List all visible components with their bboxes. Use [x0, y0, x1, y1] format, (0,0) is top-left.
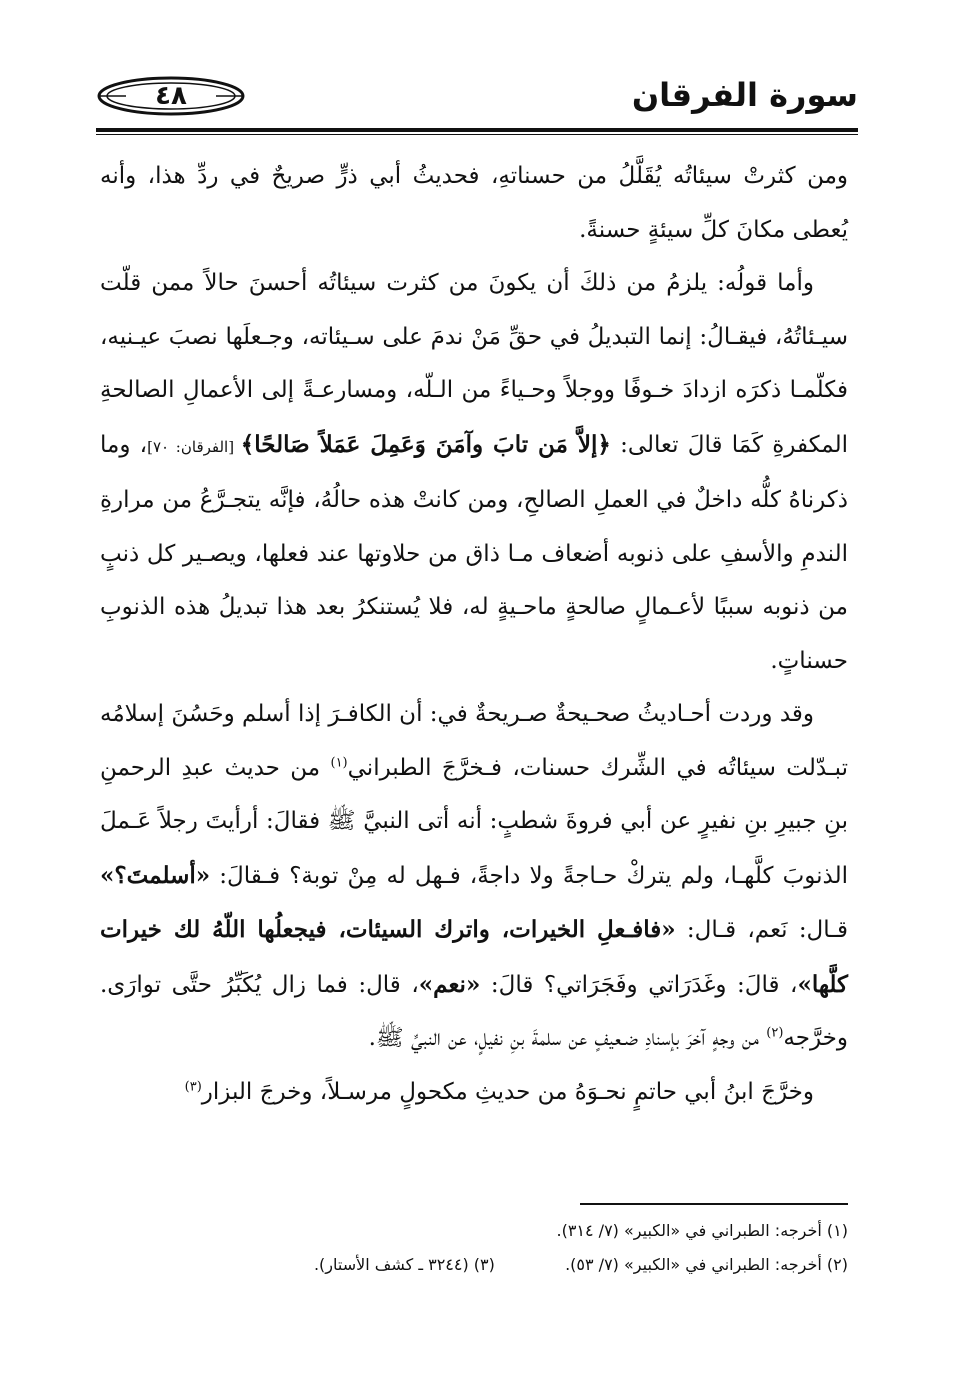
- paragraph-text: ، قالَ: وغَدَرَاتي وفَجَرَاتي؟ قالَ:: [480, 971, 798, 998]
- citation: [الفرقان: ٧٠]: [147, 437, 241, 456]
- quote-text: «نعم»: [418, 970, 481, 998]
- paragraph-text: وأما قولُه: يلزمُ من ذلكَ أن يكونَ من كثرت سيئاتُه أحسنَ حالاً ممن قلّت سيـئاتُهُ، فيقـالُ: إنما التبديلُ في حقِّ مَنْ ندمَ على سـيئاته، وجـعلَها نصبَ عيـنيه، فكلّمـا ذكرَه ازدادَ خـوفًا ووجلاً وحـياءً من الـلّه، ومسارعـةً إلى الأعمالِ الصالحةِ المكفرةِ كَمَا قالَ تعالى:: [100, 270, 848, 458]
- paragraph-text: ومن كثرتْ سيئاتُه يُقَلَّلُ من حسناتهِ، فحديثُ أبي ذرٍّ صريحٌ في ردِّ هذا، وأنه يُعطى مكانَ كلِّ سيئةٍ حسنةً.: [100, 163, 848, 243]
- page-header: [96, 66, 858, 136]
- page-number: ٤٨: [155, 81, 187, 111]
- paragraph-text: من وجهٍ آخرَ بإسنادِ ضـعيفٍ عن سلمةَ بنِ نفيلٍ، عن النبيِّ ﷺ.: [368, 1025, 767, 1051]
- footnote-1: (١) أخرجه: الطبراني في «الكبير» (٧/ ٣١٤).: [556, 1221, 848, 1240]
- quote-text: «أسلمتَ؟»: [100, 861, 211, 889]
- footnote-ref: (٣): [184, 1078, 202, 1094]
- footnote-separator: [580, 1203, 848, 1205]
- footnote-row-2: [100, 1248, 848, 1282]
- paragraph-text: وقد وردت أحـاديثُ صحـيحةٌ صـريحةٌ في: أن الكافـرَ إذا أسلم وحَسُنَ إسلامُه تبـدّلت سيئاتُه في الشِّرك حسنات، فـخرَّجَ الطبراني: [100, 701, 849, 781]
- paragraph: [100, 257, 848, 688]
- footnote-ref: (٢): [766, 1025, 784, 1041]
- paragraph-text: ، وما ذكرناهُ كلُّه داخلٌ في العملِ الصالحِ، ومن كانتْ هذه حالُهُ، فإنَّه يتجـرَّعُ من مرارةِ الندمِ والأسفِ على ذنوبه أضعاف مـا ذاق من حلاوتها عند فعلها، ويصـير كل ذنبٍ من ذنوبه سببًا لأعـمالٍ صالحةٍ ماحـيةٍ له، فلا يُستنكرُ بعد هذا تبديلُ هذه الذنوبِ حسناتٍ.: [100, 431, 848, 674]
- header-rule-thin: [96, 134, 858, 135]
- paragraph-text: ، قال: فما زال يُكَبِّرُ حتَّى توارَى. وخرَّجه: [100, 971, 848, 1051]
- paragraph-text: وخرَّجَ ابنُ أبي حاتمٍ نحـوَهُ من حديثِ مكحولٍ مرسـلاً، وخرجَ البزار: [201, 1078, 814, 1105]
- paragraph: [100, 1066, 848, 1120]
- paragraph-text: من حديث عبدِ الرحمنِ بنِ جبيرِ بنِ نفيرٍ عن أبي فروةَ شطبٍ: أنه أتى النبيَّ ﷺ فقالَ: أرأيتَ رجلاً عَـملَ الذنوبَ كلَّهـا، ولم يتركْ حـاجةً ولا داجةً، فـهل له مِنْ توبة؟ فـقالَ:: [100, 754, 848, 889]
- paragraph: [100, 688, 848, 1066]
- quote-text: «فافـعلِ الخيرات، واترك السيئات، فيجعلُها اللّهُ لك خيرات كلَّها»: [100, 916, 848, 998]
- quote-text: ﴿إلاَّ مَن تابَ وآمَنَ وَعَمِلَ عَمَلاً صَالحًا﴾: [240, 430, 611, 458]
- paragraph-text: قـال: نَعم، قـال:: [675, 917, 849, 943]
- body-text: [100, 150, 848, 1119]
- footnote-ref: (١): [330, 754, 348, 770]
- surah-title: سورة الفرقان: [631, 76, 858, 114]
- footnotes: [100, 1214, 848, 1282]
- header-rule: [96, 128, 858, 132]
- footnote-3: (٣) (٣٢٤٤ ـ كشف الأستار).: [313, 1255, 495, 1274]
- footnote-2: (٢) أخرجه: الطبراني في «الكبير» (٧/ ٥٣).: [565, 1255, 848, 1274]
- page-number-badge: [96, 76, 246, 116]
- paragraph: [100, 150, 848, 257]
